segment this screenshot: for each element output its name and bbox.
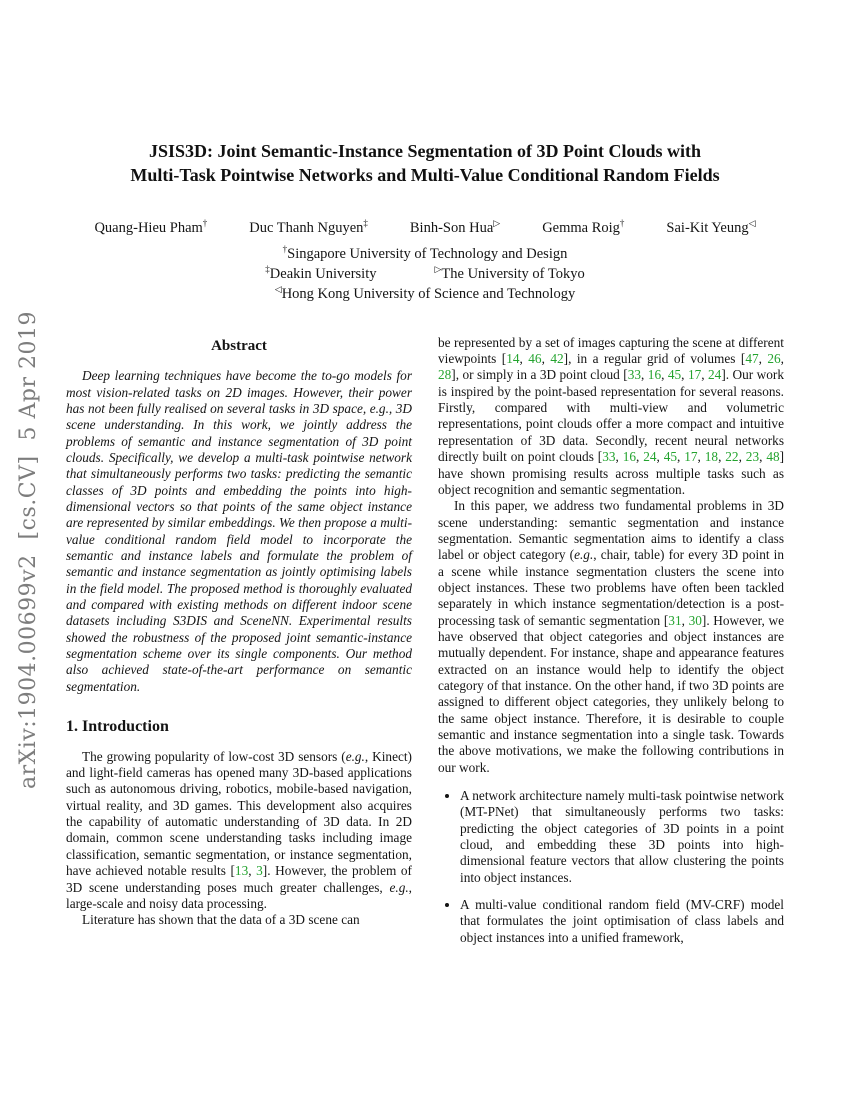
citation-link[interactable]: 23 <box>745 449 760 465</box>
citation-link[interactable]: 3 <box>256 863 263 879</box>
affiliation-line: †Singapore University of Technology and Design <box>282 244 568 262</box>
author-name: Duc Thanh Nguyen <box>249 219 364 236</box>
author-mark: ‡ <box>363 218 368 229</box>
emphasis-text: e.g. <box>345 748 365 764</box>
citation-link[interactable]: 47 <box>745 351 759 367</box>
title-line-2: Multi-Task Pointwise Networks and Multi-Value Conditional Random Fields <box>130 164 720 185</box>
citation-link[interactable]: 28 <box>438 367 452 383</box>
citation-link[interactable]: 13 <box>234 863 249 879</box>
contribution-list <box>438 788 784 946</box>
affiliation-line: ◁Hong Kong University of Science and Technology <box>274 284 576 303</box>
section-heading-introduction: 1. Introduction <box>66 718 169 736</box>
contribution-item-1: • A network architecture namely multi-task pointwise network (MT-PNet) that simultaneously performs two tasks: predicting the object categories of 3D points in a point cloud, and embedding these 3D points into high-dimensional feature vectors that allow clustering the points into object instances. <box>460 788 784 886</box>
author-list <box>0 220 850 237</box>
citation-link[interactable]: 46 <box>528 351 542 367</box>
citation-link[interactable]: 31 <box>668 612 682 628</box>
two-column-body <box>0 335 850 957</box>
affiliation-mark: ▷ <box>434 264 442 275</box>
author <box>94 220 207 237</box>
author-name: Sai-Kit Yeung <box>666 219 749 236</box>
citation-link[interactable]: 24 <box>708 367 722 383</box>
emphasis-text: e.g. <box>574 547 594 563</box>
affiliation-mark: ‡ <box>265 264 270 275</box>
author-mark: ▷ <box>493 218 501 229</box>
arxiv-watermark: arXiv:1904.00699v2 [cs.CV] 5 Apr 2019 <box>16 311 41 789</box>
citation-link[interactable]: 16 <box>647 367 662 383</box>
citation-link[interactable]: 17 <box>684 449 698 465</box>
citation-link[interactable]: 33 <box>602 449 616 465</box>
citation-link[interactable]: 30 <box>688 612 702 628</box>
paper-title <box>0 140 850 188</box>
citation-link[interactable]: 24 <box>643 449 657 465</box>
author-mark: ◁ <box>748 218 756 229</box>
author-name: Binh-Son Hua <box>409 219 494 236</box>
citation-link[interactable]: 33 <box>627 367 642 383</box>
affiliation-line: ‡Deakin University ▷The University of Tokyo <box>265 264 585 283</box>
affiliation-mark: † <box>282 244 288 255</box>
citation-link[interactable]: 26 <box>767 351 781 367</box>
author <box>542 220 624 237</box>
citation-link[interactable]: 16 <box>622 449 636 465</box>
contribution-item-2: • A multi-value conditional random field (MV-CRF) model that formulates the joint optimisation of class labels and object instances into a unified framework, <box>460 897 784 946</box>
left-column <box>66 335 412 929</box>
author <box>666 220 755 237</box>
author <box>249 220 368 237</box>
affiliation-mark: ◁ <box>274 284 282 295</box>
body-paragraph-2: In this paper, we address two fundamental problems in 3D scene understanding: semantic segmentation and instance segmentation. Semantic segmentation aims to identify a class label or object category (e.g., chair, table) for every 3D point in a scene while instance segmentation clusters the scene into object instances. These two problems have often been tackled separately in which instance segmentation/detection is a post-processing task of semantic segmentation [31, 30]. However, we have observed that object categories and object instances are mutually dependent. For instance, shape and appearance features extracted on an instance would help to identify the object category of that instance. On the other hand, if two 3D points are assigned to different object categories, they unlikely belong to the same object instance. Therefore, it is desirable to couple semantic and instance segmentation into a single task. Towards the above motivations, we make the following contributions in our work. <box>438 498 785 775</box>
title-line-1: JSIS3D: Joint Semantic-Instance Segmentation of 3D Point Clouds with <box>148 141 702 161</box>
citation-link[interactable]: 48 <box>766 449 780 465</box>
body-paragraph-continuation: be represented by a set of images capturing the scene at different viewpoints [14, 46, 42], in a regular grid of volumes [47, 26, 28], or simply in a 3D point cloud [33, 16, 45, 17, 24]. Our work is inspired by the point-based representation for several reasons. Firstly, compared with multi-view and volumetric representations, point clouds offer a more compact and intuitive representation of 3D data. Secondly, recent neural networks directly built on point clouds [33, 16, 24, 45, 17, 18, 22, 23, 48] have shown promising results across multiple tasks such as object recognition and semantic segmentation. <box>438 334 785 497</box>
intro-paragraph-1: The growing popularity of low-cost 3D sensors (e.g., Kinect) and light-field cameras has opened many 3D-based applications such as autonomous driving, robotics, mobile-based navigation, virtual reality, and 3D games. This development also acquires the capability of automatic understanding of 3D data. In 2D domain, common scene understanding tasks including image classification, semantic segmentation, or instance segmentation, have achieved notable results [13, 3]. However, the problem of 3D scene understanding poses much greater challenges, e.g., large-scale and noisy data processing. <box>66 748 412 911</box>
abstract-heading: Abstract <box>211 337 267 354</box>
author-mark: † <box>202 218 208 229</box>
citation-link[interactable]: 42 <box>550 351 564 367</box>
author-mark: † <box>619 218 625 229</box>
intro-paragraph-2: Literature has shown that the data of a 3D scene can <box>82 912 360 928</box>
author-name: Quang-Hieu Pham <box>94 219 203 236</box>
right-column <box>438 335 784 957</box>
citation-link[interactable]: 45 <box>667 367 682 383</box>
emphasis-text: e.g. <box>389 879 409 895</box>
citation-link[interactable]: 45 <box>663 449 678 465</box>
author-name: Gemma Roig <box>542 219 620 236</box>
affiliation-list <box>0 244 850 305</box>
citation-link[interactable]: 18 <box>704 449 719 465</box>
author <box>410 220 500 237</box>
citation-link[interactable]: 14 <box>506 351 520 367</box>
citation-link[interactable]: 22 <box>725 449 739 465</box>
paper-header <box>0 0 850 305</box>
citation-link[interactable]: 17 <box>687 367 702 383</box>
abstract-text: Deep learning techniques have become the to-go models for most vision-related tasks on 2D images. However, their power has not been fully realised on several tasks in 3D space, e.g., 3D scene understanding. In this work, we jointly address the problems of semantic and instance segmentation of 3D point clouds. Specifically, we develop a multi-task pointwise network that simultaneously performs two tasks: predicting the semantic classes of 3D points and embedding the points into high-dimensional vectors so that points of the same object instance are represented by similar embeddings. We then propose a multi-value conditional random field model to incorporate the semantic and instance labels and formulate the problem of semantic and instance segmentation as jointly optimising labels in the field model. The proposed method is thoroughly evaluated and compared with existing methods on different indoor scene datasets including S3DIS and SceneNN. Experimental results showed the robustness of the proposed joint semantic-instance segmentation scheme over its single components. Our method also achieved state-of-the-art performance on semantic segmentation. <box>66 368 412 694</box>
